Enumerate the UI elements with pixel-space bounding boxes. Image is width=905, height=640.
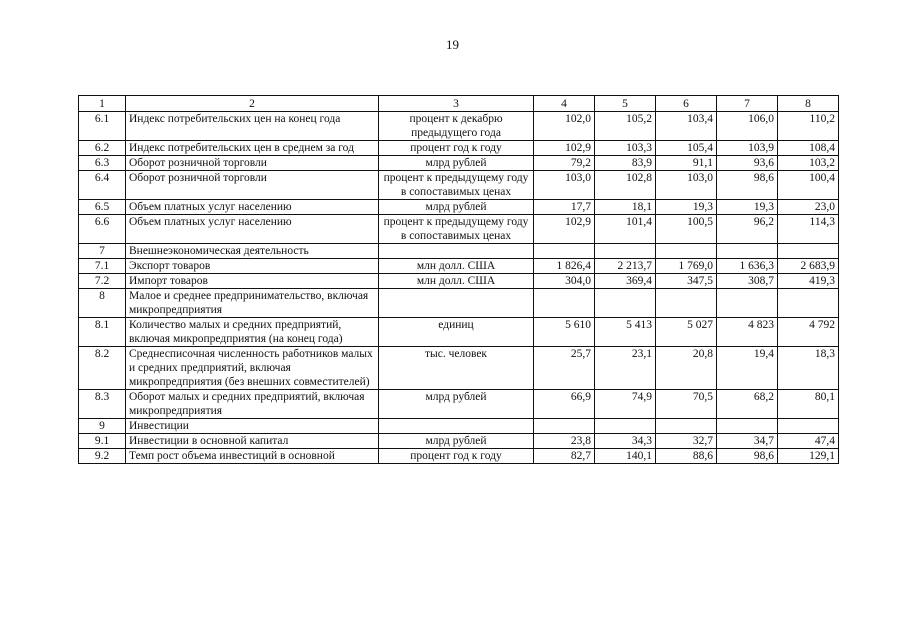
indicator-name: Оборот розничной торговли — [126, 156, 379, 171]
value-cell: 80,1 — [778, 390, 839, 419]
value-cell — [595, 419, 656, 434]
header-cell: 6 — [656, 96, 717, 112]
value-cell: 23,1 — [595, 347, 656, 390]
header-row — [79, 96, 839, 112]
value-cell: 17,7 — [534, 200, 595, 215]
value-cell: 103,4 — [656, 112, 717, 141]
indicator-name: Инвестиции — [126, 419, 379, 434]
value-cell: 74,9 — [595, 390, 656, 419]
value-cell: 2 683,9 — [778, 259, 839, 274]
row-number: 9 — [79, 419, 126, 434]
table-row — [79, 274, 839, 289]
value-cell: 106,0 — [717, 112, 778, 141]
value-cell: 102,9 — [534, 215, 595, 244]
unit-cell — [379, 289, 534, 318]
row-number: 6.1 — [79, 112, 126, 141]
value-cell: 103,0 — [534, 171, 595, 200]
value-cell: 308,7 — [717, 274, 778, 289]
indicator-name: Внешнеэкономическая деятельность — [126, 244, 379, 259]
header-cell: 8 — [778, 96, 839, 112]
value-cell: 2 213,7 — [595, 259, 656, 274]
value-cell — [656, 244, 717, 259]
value-cell: 25,7 — [534, 347, 595, 390]
row-number: 7.2 — [79, 274, 126, 289]
indicator-name: Экспорт товаров — [126, 259, 379, 274]
value-cell: 19,3 — [717, 200, 778, 215]
table-row — [79, 390, 839, 419]
indicator-name: Индекс потребительских цен на конец года — [126, 112, 379, 141]
value-cell: 103,3 — [595, 141, 656, 156]
unit-cell — [379, 244, 534, 259]
header-cell: 3 — [379, 96, 534, 112]
row-number: 8.2 — [79, 347, 126, 390]
indicator-name: Объем платных услуг населению — [126, 200, 379, 215]
value-cell — [656, 419, 717, 434]
value-cell: 20,8 — [656, 347, 717, 390]
value-cell — [595, 289, 656, 318]
value-cell — [717, 244, 778, 259]
table-row — [79, 419, 839, 434]
table-body — [79, 96, 839, 464]
value-cell: 18,1 — [595, 200, 656, 215]
value-cell: 47,4 — [778, 434, 839, 449]
row-number: 8 — [79, 289, 126, 318]
value-cell: 100,4 — [778, 171, 839, 200]
value-cell: 103,9 — [717, 141, 778, 156]
value-cell: 102,8 — [595, 171, 656, 200]
header-cell: 2 — [126, 96, 379, 112]
indicator-name: Импорт товаров — [126, 274, 379, 289]
indicator-name: Среднесписочная численность работников малых и средних предприятий, включая микропредприятия (без внешних совместителей) — [126, 347, 379, 390]
value-cell: 82,7 — [534, 449, 595, 464]
value-cell: 347,5 — [656, 274, 717, 289]
value-cell: 70,5 — [656, 390, 717, 419]
value-cell: 108,4 — [778, 141, 839, 156]
value-cell: 129,1 — [778, 449, 839, 464]
table-row — [79, 244, 839, 259]
indicator-name: Инвестиции в основной капитал — [126, 434, 379, 449]
value-cell: 98,6 — [717, 171, 778, 200]
row-number: 7.1 — [79, 259, 126, 274]
table-row — [79, 141, 839, 156]
unit-cell: млн долл. США — [379, 274, 534, 289]
table-row — [79, 449, 839, 464]
value-cell: 32,7 — [656, 434, 717, 449]
value-cell: 5 610 — [534, 318, 595, 347]
value-cell: 23,8 — [534, 434, 595, 449]
value-cell: 105,4 — [656, 141, 717, 156]
value-cell: 419,3 — [778, 274, 839, 289]
table-row — [79, 318, 839, 347]
value-cell: 102,9 — [534, 141, 595, 156]
row-number: 6.5 — [79, 200, 126, 215]
value-cell — [534, 244, 595, 259]
value-cell: 18,3 — [778, 347, 839, 390]
value-cell: 101,4 — [595, 215, 656, 244]
table-row — [79, 156, 839, 171]
value-cell: 102,0 — [534, 112, 595, 141]
value-cell — [534, 289, 595, 318]
value-cell — [778, 419, 839, 434]
row-number: 6.3 — [79, 156, 126, 171]
value-cell — [778, 244, 839, 259]
unit-cell: тыс. человек — [379, 347, 534, 390]
header-cell: 5 — [595, 96, 656, 112]
table-row — [79, 215, 839, 244]
value-cell: 34,3 — [595, 434, 656, 449]
value-cell: 88,6 — [656, 449, 717, 464]
value-cell: 19,4 — [717, 347, 778, 390]
row-number: 9.2 — [79, 449, 126, 464]
row-number: 7 — [79, 244, 126, 259]
value-cell: 79,2 — [534, 156, 595, 171]
value-cell: 114,3 — [778, 215, 839, 244]
indicator-name: Объем платных услуг населению — [126, 215, 379, 244]
value-cell — [595, 244, 656, 259]
unit-cell — [379, 419, 534, 434]
value-cell — [778, 289, 839, 318]
table-row — [79, 259, 839, 274]
statistics-table — [78, 95, 839, 464]
row-number: 6.6 — [79, 215, 126, 244]
table-row — [79, 434, 839, 449]
value-cell: 110,2 — [778, 112, 839, 141]
indicator-name: Количество малых и средних предприятий, включая микропредприятия (на конец года) — [126, 318, 379, 347]
value-cell: 98,6 — [717, 449, 778, 464]
value-cell: 304,0 — [534, 274, 595, 289]
row-number: 9.1 — [79, 434, 126, 449]
indicator-name: Оборот розничной торговли — [126, 171, 379, 200]
unit-cell: процент год к году — [379, 141, 534, 156]
value-cell: 103,2 — [778, 156, 839, 171]
unit-cell: млрд рублей — [379, 434, 534, 449]
value-cell: 100,5 — [656, 215, 717, 244]
value-cell: 105,2 — [595, 112, 656, 141]
value-cell: 1 636,3 — [717, 259, 778, 274]
unit-cell: млрд рублей — [379, 390, 534, 419]
indicator-name: Малое и среднее предпринимательство, включая микропредприятия — [126, 289, 379, 318]
value-cell — [717, 419, 778, 434]
row-number: 6.4 — [79, 171, 126, 200]
value-cell: 68,2 — [717, 390, 778, 419]
table-row — [79, 171, 839, 200]
header-cell: 7 — [717, 96, 778, 112]
value-cell: 1 826,4 — [534, 259, 595, 274]
value-cell: 4 792 — [778, 318, 839, 347]
row-number: 8.3 — [79, 390, 126, 419]
table-row — [79, 200, 839, 215]
header-cell: 1 — [79, 96, 126, 112]
value-cell: 140,1 — [595, 449, 656, 464]
indicator-name: Оборот малых и средних предприятий, включая микропредприятия — [126, 390, 379, 419]
unit-cell: млрд рублей — [379, 200, 534, 215]
value-cell: 369,4 — [595, 274, 656, 289]
value-cell: 5 027 — [656, 318, 717, 347]
value-cell: 23,0 — [778, 200, 839, 215]
row-number: 8.1 — [79, 318, 126, 347]
row-number: 6.2 — [79, 141, 126, 156]
indicator-name: Индекс потребительских цен в среднем за год — [126, 141, 379, 156]
table-row — [79, 347, 839, 390]
unit-cell: процент к декабрю предыдущего года — [379, 112, 534, 141]
value-cell: 19,3 — [656, 200, 717, 215]
indicator-name: Темп рост объема инвестиций в основной — [126, 449, 379, 464]
page-number: 19 — [446, 37, 459, 52]
unit-cell: единиц — [379, 318, 534, 347]
unit-cell: процент к предыдущему году в сопоставимых ценах — [379, 215, 534, 244]
value-cell: 91,1 — [656, 156, 717, 171]
unit-cell: процент к предыдущему году в сопоставимых ценах — [379, 171, 534, 200]
value-cell: 66,9 — [534, 390, 595, 419]
unit-cell: млн долл. США — [379, 259, 534, 274]
table-row — [79, 289, 839, 318]
value-cell: 96,2 — [717, 215, 778, 244]
value-cell — [717, 289, 778, 318]
value-cell: 83,9 — [595, 156, 656, 171]
value-cell: 93,6 — [717, 156, 778, 171]
value-cell — [534, 419, 595, 434]
value-cell: 5 413 — [595, 318, 656, 347]
header-cell: 4 — [534, 96, 595, 112]
unit-cell: процент год к году — [379, 449, 534, 464]
value-cell: 1 769,0 — [656, 259, 717, 274]
value-cell — [656, 289, 717, 318]
value-cell: 4 823 — [717, 318, 778, 347]
value-cell: 34,7 — [717, 434, 778, 449]
unit-cell: млрд рублей — [379, 156, 534, 171]
table-row — [79, 112, 839, 141]
value-cell: 103,0 — [656, 171, 717, 200]
